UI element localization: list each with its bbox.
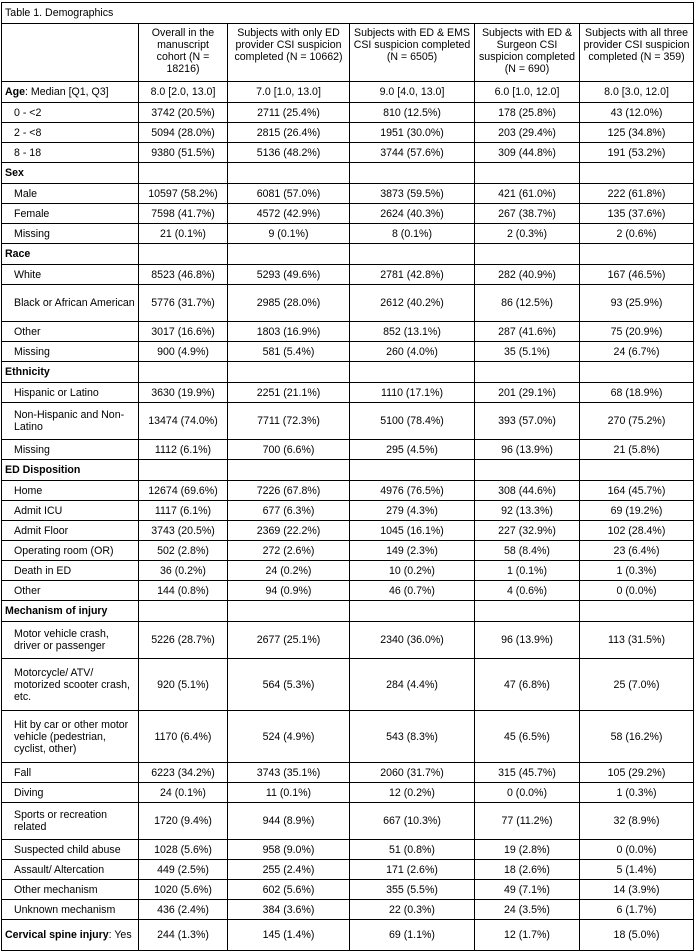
value-cell: 5776 (31.7%) [139,285,228,322]
value-cell [475,163,580,184]
table-row [2,900,694,920]
value-cell [350,601,475,622]
value-cell: 270 (75.2%) [580,403,694,440]
value-cell: 18 (2.6%) [475,860,580,880]
value-cell: 5100 (78.4%) [350,403,475,440]
row-label: Operating room (OR) [2,541,139,561]
row-label: Home [2,481,139,501]
table-row [2,383,694,403]
value-cell: 167 (46.5%) [580,265,694,285]
section-suffix: : Median [Q1, Q3] [25,86,109,98]
value-cell: 2985 (28.0%) [228,285,350,322]
value-cell: 6 (1.7%) [580,900,694,920]
value-cell: 144 (0.8%) [139,581,228,601]
value-cell: 19 (2.8%) [475,840,580,860]
value-cell: 667 (10.3%) [350,803,475,840]
value-cell: 1720 (9.4%) [139,803,228,840]
value-cell [580,163,694,184]
row-label: 2 - <8 [2,123,139,143]
value-cell: 282 (40.9%) [475,265,580,285]
section-row [2,920,694,951]
value-cell: 502 (2.8%) [139,541,228,561]
value-cell [475,601,580,622]
table-caption-row [2,3,694,24]
value-cell: 92 (13.3%) [475,501,580,521]
header-blank [2,24,139,82]
table-row [2,342,694,362]
value-cell: 201 (29.1%) [475,383,580,403]
value-cell: 8.0 [3.0, 12.0] [580,82,694,103]
value-cell: 69 (19.2%) [580,501,694,521]
table-row [2,265,694,285]
value-cell: 279 (4.3%) [350,501,475,521]
value-cell: 18 (5.0%) [580,920,694,951]
value-cell: 21 (5.8%) [580,440,694,460]
row-label: Black or African American [2,285,139,322]
value-cell: 36 (0.2%) [139,561,228,581]
table-row [2,403,694,440]
table-row [2,561,694,581]
value-cell: 267 (38.7%) [475,204,580,224]
value-cell [475,362,580,383]
value-cell: 2711 (25.4%) [228,103,350,123]
section-title: ED Disposition [5,464,81,476]
table-row [2,440,694,460]
table-row [2,103,694,123]
section-label [2,82,139,103]
value-cell: 393 (57.0%) [475,403,580,440]
value-cell: 6223 (34.2%) [139,763,228,783]
value-cell: 8 (0.1%) [350,224,475,244]
value-cell: 13474 (74.0%) [139,403,228,440]
value-cell: 47 (6.8%) [475,659,580,711]
value-cell: 1117 (6.1%) [139,501,228,521]
value-cell: 602 (5.6%) [228,880,350,900]
value-cell [580,460,694,481]
value-cell: 384 (3.6%) [228,900,350,920]
value-cell: 9380 (51.5%) [139,143,228,163]
value-cell [139,460,228,481]
value-cell: 2612 (40.2%) [350,285,475,322]
value-cell: 22 (0.3%) [350,900,475,920]
value-cell: 145 (1.4%) [228,920,350,951]
table-row [2,224,694,244]
value-cell: 164 (45.7%) [580,481,694,501]
value-cell: 255 (2.4%) [228,860,350,880]
row-label: Other [2,581,139,601]
value-cell: 5226 (28.7%) [139,622,228,659]
value-cell: 2 (0.6%) [580,224,694,244]
row-label: Assault/ Altercation [2,860,139,880]
value-cell: 1803 (16.9%) [228,322,350,342]
value-cell: 68 (18.9%) [580,383,694,403]
row-label: Admit Floor [2,521,139,541]
value-cell [580,244,694,265]
value-cell [580,362,694,383]
section-row [2,362,694,383]
value-cell: 12674 (69.6%) [139,481,228,501]
table-row [2,184,694,204]
value-cell: 12 (1.7%) [475,920,580,951]
value-cell [350,163,475,184]
value-cell [350,460,475,481]
value-cell: 1028 (5.6%) [139,840,228,860]
section-label [2,920,139,951]
value-cell: 9.0 [4.0, 13.0] [350,82,475,103]
table-row [2,481,694,501]
value-cell: 272 (2.6%) [228,541,350,561]
value-cell: 852 (13.1%) [350,322,475,342]
value-cell: 58 (16.2%) [580,711,694,763]
table-row [2,322,694,342]
value-cell [228,601,350,622]
section-label [2,362,139,383]
value-cell: 2815 (26.4%) [228,123,350,143]
value-cell: 2677 (25.1%) [228,622,350,659]
value-cell: 700 (6.6%) [228,440,350,460]
value-cell: 244 (1.3%) [139,920,228,951]
row-label: Other mechanism [2,880,139,900]
table-row [2,521,694,541]
value-cell: 449 (2.5%) [139,860,228,880]
value-cell: 5094 (28.0%) [139,123,228,143]
value-cell: 7226 (67.8%) [228,481,350,501]
value-cell: 1110 (17.1%) [350,383,475,403]
section-label [2,163,139,184]
row-label: Motor vehicle crash, driver or passenger [2,622,139,659]
value-cell: 8.0 [2.0, 13.0] [139,82,228,103]
value-cell: 93 (25.9%) [580,285,694,322]
value-cell: 2369 (22.2%) [228,521,350,541]
value-cell: 10 (0.2%) [350,561,475,581]
value-cell: 0 (0.0%) [580,581,694,601]
value-cell: 49 (7.1%) [475,880,580,900]
value-cell: 3744 (57.6%) [350,143,475,163]
value-cell: 524 (4.9%) [228,711,350,763]
value-cell: 1112 (6.1%) [139,440,228,460]
value-cell [139,601,228,622]
section-suffix: : Yes [108,929,132,941]
value-cell [139,362,228,383]
value-cell: 421 (61.0%) [475,184,580,204]
value-cell: 309 (44.8%) [475,143,580,163]
table-row [2,143,694,163]
value-cell: 8523 (46.8%) [139,265,228,285]
value-cell: 135 (37.6%) [580,204,694,224]
value-cell: 1020 (5.6%) [139,880,228,900]
value-cell: 178 (25.8%) [475,103,580,123]
value-cell: 24 (6.7%) [580,342,694,362]
section-title: Ethnicity [5,366,50,378]
value-cell: 1170 (6.4%) [139,711,228,763]
section-row [2,244,694,265]
value-cell: 4 (0.6%) [475,581,580,601]
row-label: Non-Hispanic and Non-Latino [2,403,139,440]
header-ed-ems: Subjects with ED & EMS CSI suspicion completed (N = 6505) [350,24,475,82]
table-row [2,711,694,763]
row-label: 0 - <2 [2,103,139,123]
table-row [2,123,694,143]
value-cell: 171 (2.6%) [350,860,475,880]
value-cell: 32 (8.9%) [580,803,694,840]
value-cell: 77 (11.2%) [475,803,580,840]
value-cell [139,244,228,265]
value-cell: 900 (4.9%) [139,342,228,362]
value-cell: 3017 (16.6%) [139,322,228,342]
value-cell: 6.0 [1.0, 12.0] [475,82,580,103]
section-label [2,244,139,265]
table-row [2,860,694,880]
table-row [2,285,694,322]
value-cell: 96 (13.9%) [475,440,580,460]
value-cell: 5136 (48.2%) [228,143,350,163]
value-cell: 2251 (21.1%) [228,383,350,403]
table-row [2,803,694,840]
value-cell: 308 (44.6%) [475,481,580,501]
value-cell: 543 (8.3%) [350,711,475,763]
value-cell: 43 (12.0%) [580,103,694,123]
row-label: Suspected child abuse [2,840,139,860]
section-row [2,601,694,622]
value-cell: 1 (0.3%) [580,561,694,581]
value-cell: 1045 (16.1%) [350,521,475,541]
table-header-row [2,24,694,82]
value-cell: 11 (0.1%) [228,783,350,803]
header-overall: Overall in the manuscript cohort (N = 18216) [139,24,228,82]
row-label: Sports or recreation related [2,803,139,840]
value-cell: 2 (0.3%) [475,224,580,244]
value-cell: 23 (6.4%) [580,541,694,561]
section-row [2,82,694,103]
value-cell: 51 (0.8%) [350,840,475,860]
table-body [2,82,694,951]
value-cell [228,460,350,481]
table-row [2,763,694,783]
section-row [2,163,694,184]
value-cell: 2340 (36.0%) [350,622,475,659]
value-cell [228,362,350,383]
section-title: Age [5,86,26,98]
value-cell: 25 (7.0%) [580,659,694,711]
section-title: Cervical spine injury [5,929,109,941]
value-cell: 2060 (31.7%) [350,763,475,783]
value-cell: 315 (45.7%) [475,763,580,783]
table-row [2,204,694,224]
value-cell: 944 (8.9%) [228,803,350,840]
section-title: Race [5,248,31,260]
section-label [2,460,139,481]
table-row [2,541,694,561]
value-cell: 46 (0.7%) [350,581,475,601]
demographics-table [1,2,694,951]
value-cell: 5293 (49.6%) [228,265,350,285]
value-cell: 355 (5.5%) [350,880,475,900]
value-cell: 75 (20.9%) [580,322,694,342]
table-row [2,840,694,860]
table-row [2,880,694,900]
value-cell: 125 (34.8%) [580,123,694,143]
value-cell: 12 (0.2%) [350,783,475,803]
value-cell: 69 (1.1%) [350,920,475,951]
section-title: Sex [5,167,24,179]
value-cell: 677 (6.3%) [228,501,350,521]
value-cell: 94 (0.9%) [228,581,350,601]
table-row [2,622,694,659]
value-cell: 5 (1.4%) [580,860,694,880]
value-cell: 295 (4.5%) [350,440,475,460]
value-cell: 2624 (40.3%) [350,204,475,224]
document-page [1,2,693,951]
section-row [2,460,694,481]
value-cell: 2781 (42.8%) [350,265,475,285]
value-cell: 581 (5.4%) [228,342,350,362]
row-label: Death in ED [2,561,139,581]
row-label: Missing [2,342,139,362]
value-cell: 24 (0.1%) [139,783,228,803]
value-cell: 86 (12.5%) [475,285,580,322]
value-cell [228,163,350,184]
value-cell [228,244,350,265]
value-cell: 260 (4.0%) [350,342,475,362]
row-label: Hit by car or other motor vehicle (pedestrian, cyclist, other) [2,711,139,763]
row-label: Missing [2,224,139,244]
value-cell: 0 (0.0%) [475,783,580,803]
value-cell: 958 (9.0%) [228,840,350,860]
value-cell: 7711 (72.3%) [228,403,350,440]
row-label: Admit ICU [2,501,139,521]
row-label: Hispanic or Latino [2,383,139,403]
value-cell: 222 (61.8%) [580,184,694,204]
value-cell: 35 (5.1%) [475,342,580,362]
value-cell: 203 (29.4%) [475,123,580,143]
value-cell: 191 (53.2%) [580,143,694,163]
value-cell [475,244,580,265]
value-cell: 284 (4.4%) [350,659,475,711]
header-ed-surgeon: Subjects with ED & Surgeon CSI suspicion completed (N = 690) [475,24,580,82]
value-cell [139,163,228,184]
value-cell: 3743 (35.1%) [228,763,350,783]
value-cell: 3743 (20.5%) [139,521,228,541]
value-cell: 102 (28.4%) [580,521,694,541]
value-cell: 7598 (41.7%) [139,204,228,224]
value-cell: 113 (31.5%) [580,622,694,659]
row-label: Motorcycle/ ATV/ motorized scooter crash, etc. [2,659,139,711]
value-cell: 227 (32.9%) [475,521,580,541]
value-cell: 1951 (30.0%) [350,123,475,143]
value-cell: 24 (0.2%) [228,561,350,581]
value-cell: 6081 (57.0%) [228,184,350,204]
table-row [2,783,694,803]
value-cell: 810 (12.5%) [350,103,475,123]
value-cell: 0 (0.0%) [580,840,694,860]
value-cell: 105 (29.2%) [580,763,694,783]
row-label: Female [2,204,139,224]
value-cell: 3742 (20.5%) [139,103,228,123]
value-cell: 3630 (19.9%) [139,383,228,403]
value-cell: 7.0 [1.0, 13.0] [228,82,350,103]
value-cell: 14 (3.9%) [580,880,694,900]
value-cell: 24 (3.5%) [475,900,580,920]
row-label: 8 - 18 [2,143,139,163]
value-cell: 287 (41.6%) [475,322,580,342]
table-row [2,581,694,601]
value-cell: 21 (0.1%) [139,224,228,244]
value-cell: 436 (2.4%) [139,900,228,920]
value-cell [350,362,475,383]
row-label: Unknown mechanism [2,900,139,920]
value-cell: 1 (0.1%) [475,561,580,581]
value-cell: 1 (0.3%) [580,783,694,803]
value-cell: 45 (6.5%) [475,711,580,763]
table-row [2,659,694,711]
section-title: Mechanism of injury [5,605,108,617]
row-label: Diving [2,783,139,803]
header-all-three: Subjects with all three provider CSI suspicion completed (N = 359) [580,24,694,82]
value-cell: 4976 (76.5%) [350,481,475,501]
value-cell: 9 (0.1%) [228,224,350,244]
value-cell: 149 (2.3%) [350,541,475,561]
value-cell [350,244,475,265]
value-cell: 564 (5.3%) [228,659,350,711]
row-label: Other [2,322,139,342]
row-label: Missing [2,440,139,460]
table-caption: Table 1. Demographics [2,3,694,24]
value-cell [580,601,694,622]
header-ed-only: Subjects with only ED provider CSI suspicion completed (N = 10662) [228,24,350,82]
value-cell [475,460,580,481]
value-cell: 3873 (59.5%) [350,184,475,204]
value-cell: 920 (5.1%) [139,659,228,711]
value-cell: 4572 (42.9%) [228,204,350,224]
row-label: Fall [2,763,139,783]
table-row [2,501,694,521]
section-label [2,601,139,622]
value-cell: 58 (8.4%) [475,541,580,561]
value-cell: 96 (13.9%) [475,622,580,659]
value-cell: 10597 (58.2%) [139,184,228,204]
row-label: White [2,265,139,285]
row-label: Male [2,184,139,204]
